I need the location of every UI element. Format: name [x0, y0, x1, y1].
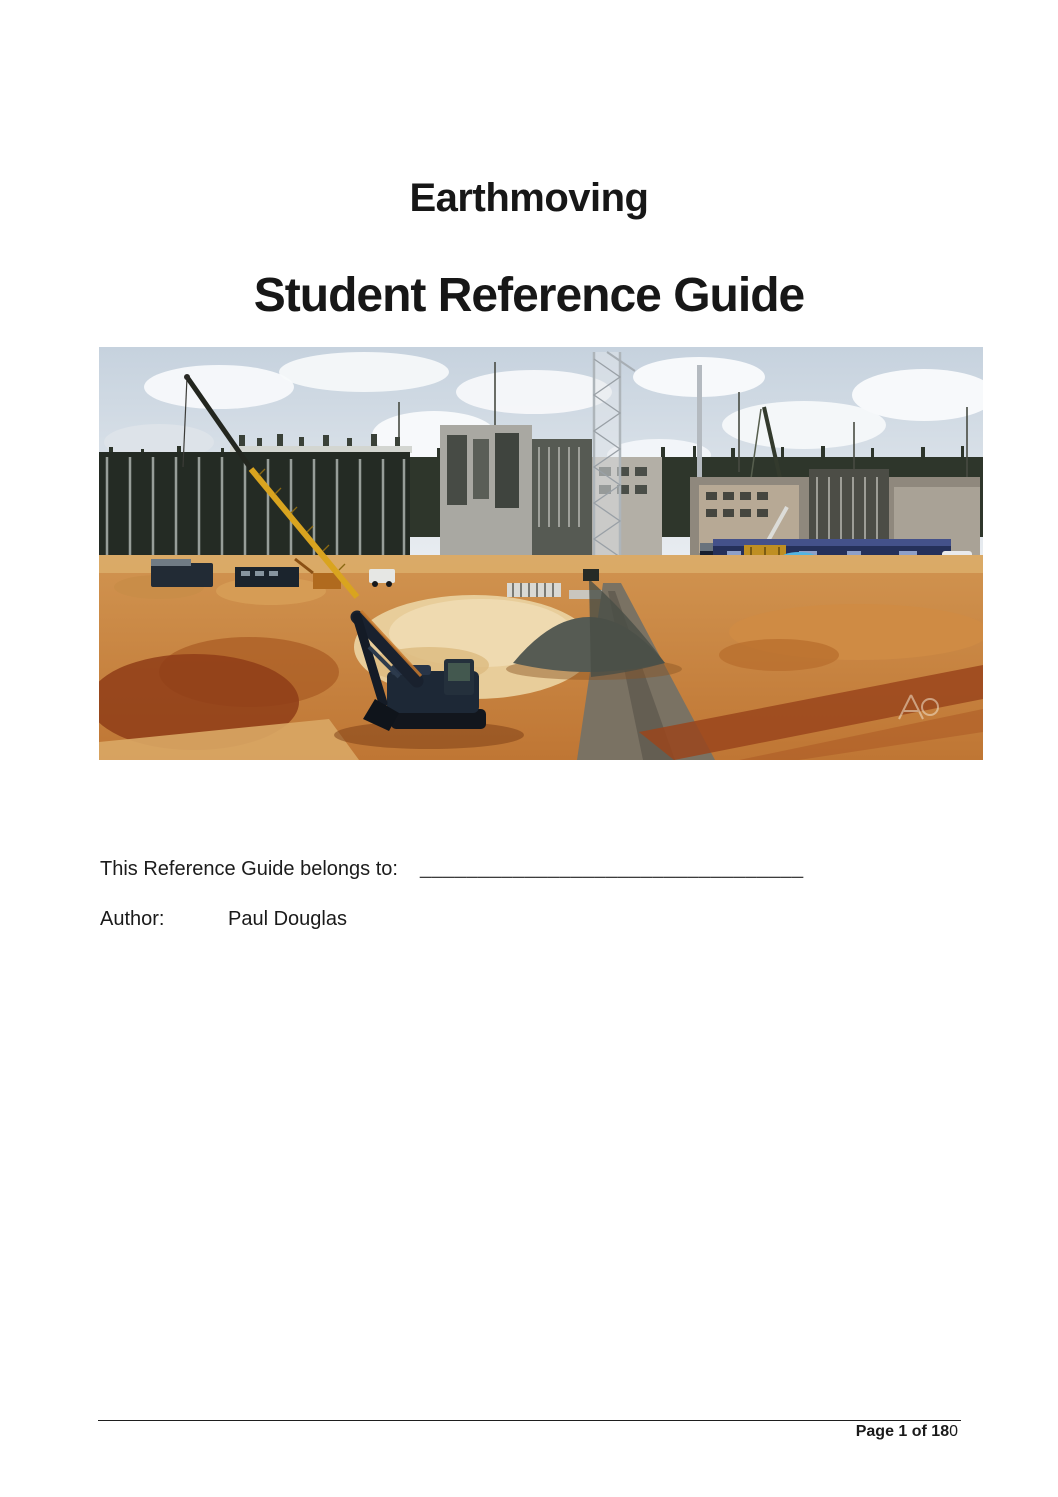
author-label: Author: — [100, 908, 165, 930]
doc-subtitle: Student Reference Guide — [253, 269, 805, 322]
author-value: Paul Douglas — [228, 908, 347, 930]
horizon-band — [99, 555, 983, 573]
construction-site-photo — [99, 347, 983, 760]
white-van — [369, 569, 395, 583]
page-number-bold: Page 1 of 18 — [855, 1423, 950, 1440]
footer-divider — [98, 1420, 961, 1421]
construction-site-illustration — [99, 347, 983, 760]
belongs-row — [100, 858, 970, 888]
belongs-blank-line: _________________________________ — [420, 857, 804, 879]
doc-title: Earthmoving — [409, 176, 649, 220]
page-number — [856, 1423, 958, 1441]
page-number-regular: 0 — [949, 1423, 958, 1440]
author-row — [100, 908, 970, 938]
belongs-label: This Reference Guide belongs to: — [100, 858, 398, 880]
